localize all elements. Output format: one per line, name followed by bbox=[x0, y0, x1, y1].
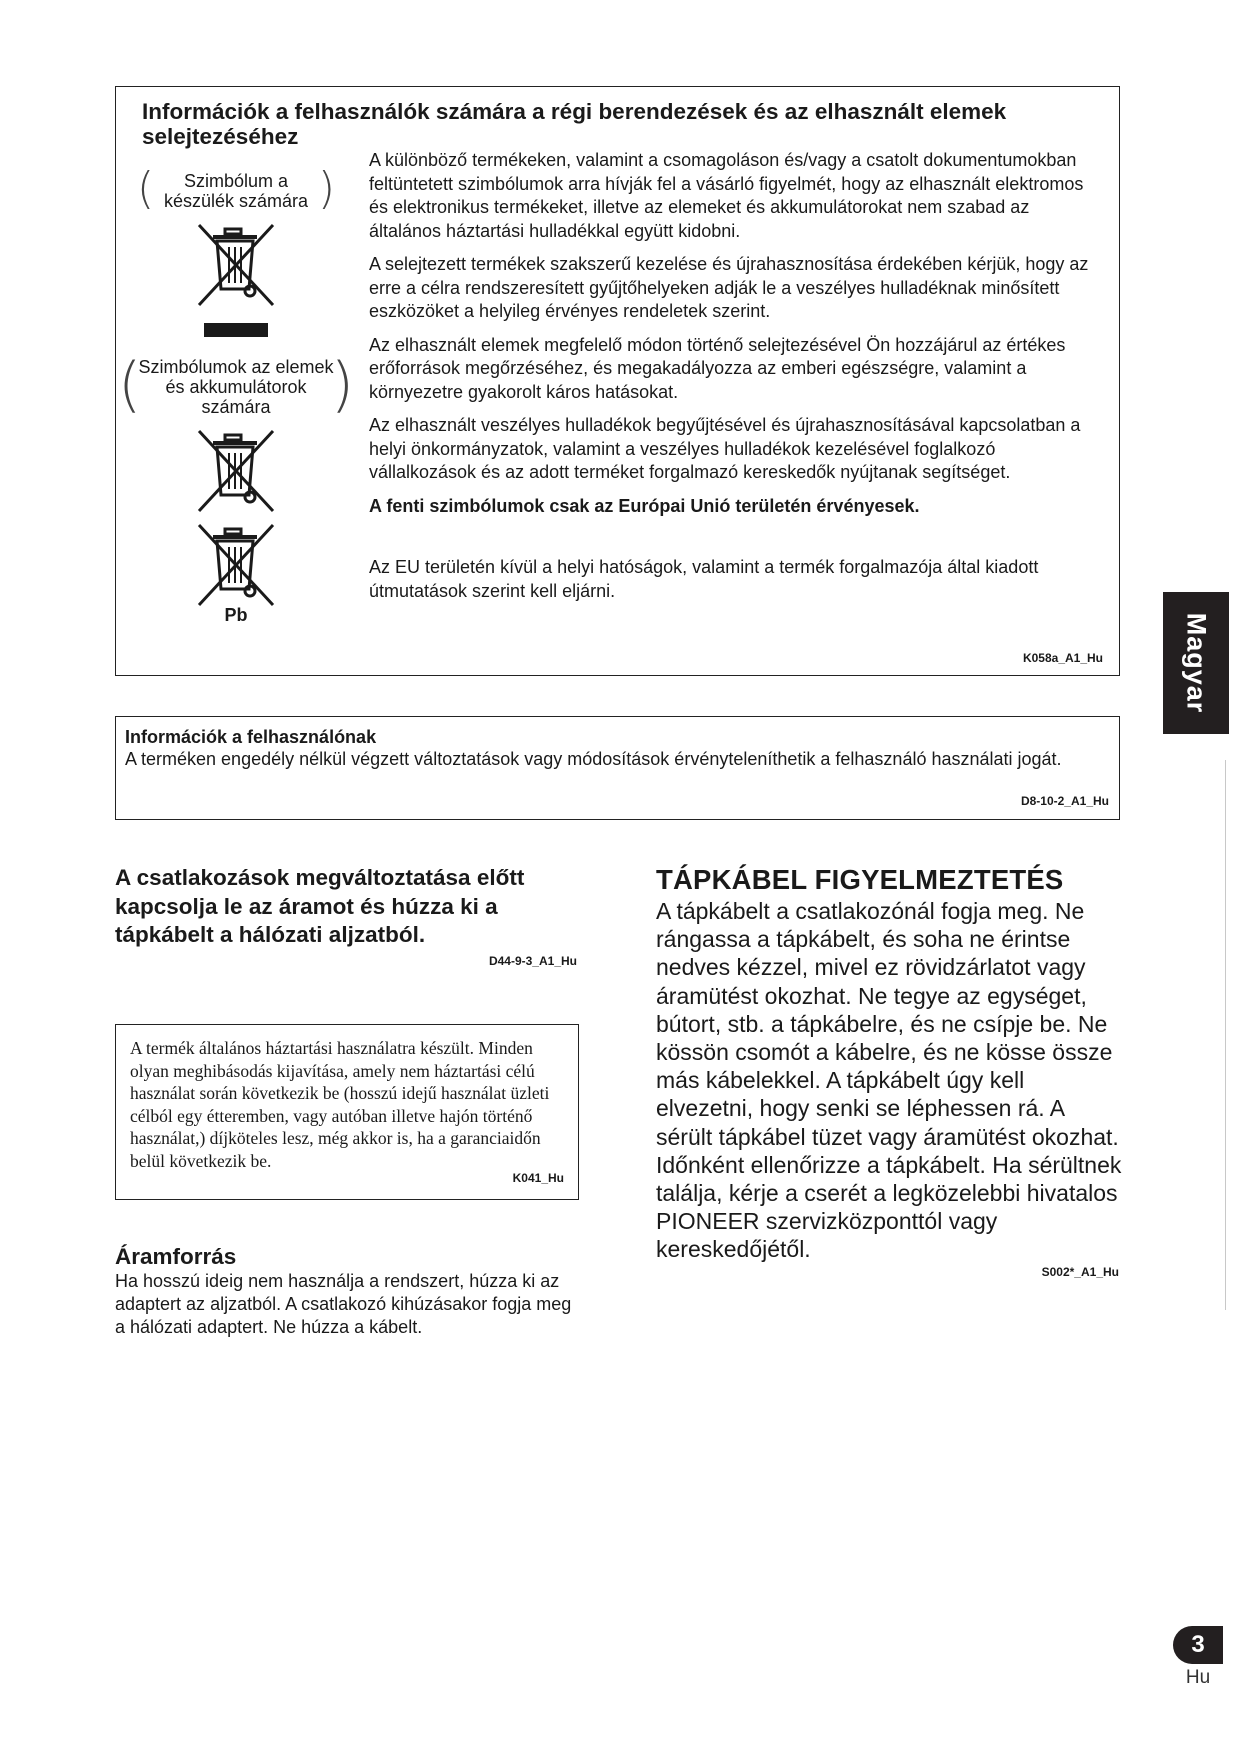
battery-symbol-label-line2: és akkumulátorok bbox=[165, 377, 307, 397]
weee-eu-note: A fenti szimbólumok csak az Európai Unió területén érvényesek. bbox=[369, 495, 920, 516]
weee-outside-eu-note: Az EU területén kívül a helyi hatóságok, valamint a termék forgalmazója által kiadott útmutatások szerint kell eljárni. bbox=[369, 557, 1039, 601]
weee-title: Információk a felhasználók számára a régi berendezések és az elhasznált elemek selejtezéséhez bbox=[142, 99, 1007, 149]
weee-paragraph: A selejtezett termékek szakszerű kezelése és újrahasznosítása érdekében kérjük, hogy az erre a célra rendszeresített gyűjtőhelyeken adják le a veszélyes hulladéknak minősített eszközöket a helyileg érvényes rendeletek szerint. bbox=[369, 254, 1089, 321]
battery-symbol-label bbox=[118, 350, 354, 420]
weee-paragraph: A különböző termékeken, valamint a csomagoláson és/vagy a csatolt dokumentumokban feltüntetett szimbólumok arra hívják fel a vásárló figyelmét, hogy az elhasznált elektromos és elektronikus termékeket, illetve az elemeket és akkumulátorokat nem szabad az általános háztartási hulladékkal együtt kidobni. bbox=[369, 150, 1084, 241]
open-bracket: ( bbox=[118, 350, 142, 420]
crossed-bin-battery-icon bbox=[191, 429, 281, 513]
weee-paragraph: Az elhasznált elemek megfelelő módon történő selejtezésével Ön hozzájárul az értékes erőforrások megőrzéséhez, és megakadályozza az emberi egészségre, valamint a környezetre gyakorolt káros hatásokat. bbox=[369, 334, 1066, 402]
side-divider-line bbox=[1225, 760, 1226, 1310]
weee-black-bar bbox=[204, 323, 268, 337]
user-info-text: A terméken engedély nélkül végzett változtatások vagy módosítások érvényteleníthetik a felhasználó használati jogát. bbox=[125, 749, 1062, 769]
language-side-tab bbox=[1163, 592, 1229, 734]
language-side-tab-label: Magyar bbox=[1181, 612, 1212, 714]
connection-warning-heading: A csatlakozások megváltoztatása előtt kapcsolja le az áramot és húzza ki a tápkábelt a hálózati aljzatból. bbox=[115, 865, 525, 947]
power-source-text: Ha hosszú ideig nem használja a rendszert, húzza ki az adaptert az aljzatból. A csatlakozó kihúzásakor fogja meg a hálózati adaptert. Ne húzza a kábelt. bbox=[115, 1271, 572, 1337]
weee-symbols-column bbox=[118, 163, 354, 626]
power-cable-warning-text: A tápkábelt a csatlakozónál fogja meg. Ne rángassa a tápkábelt, és soha ne érintse nedves kézzel, mivel ez rövidzárlatot vagy áramütést okozhat. Ne tegye az egységet, bútort, stb. a tápkábelre, és ne csípje be. Ne kössön csomót a kábelre, és ne kösse össze más kábelekkel. A tápkábelt úgy kell elvezetni, hogy senki se léphessen rá. A sérült tápkábel tüzet vagy áramütést okozhat. Időnként ellenőrizze a tápkábelt. Ha sérültnek találja, kérje a cserét a legközelebbi hivatalos PIONEER szervizközponttól vagy kereskedőjétől. bbox=[656, 898, 1122, 1263]
power-cable-warning-heading: TÁPKÁBEL FIGYELMEZTETÉS bbox=[656, 864, 1064, 895]
pb-label: Pb bbox=[224, 605, 248, 625]
user-info-box bbox=[115, 716, 1120, 820]
weee-disposal-box bbox=[115, 86, 1120, 676]
device-symbol-label-line2: készülék számára bbox=[163, 191, 309, 211]
user-info-title: Információk a felhasználónak bbox=[125, 727, 377, 747]
power-cable-warning-code: S002*_A1_Hu bbox=[1041, 1265, 1119, 1279]
battery-symbol-label-line3: számára bbox=[201, 397, 271, 417]
open-bracket: ( bbox=[137, 163, 155, 214]
household-use-box bbox=[115, 1024, 579, 1200]
power-source-heading: Áramforrás bbox=[115, 1244, 237, 1269]
weee-reference-code: K058a_A1_Hu bbox=[1022, 651, 1103, 665]
weee-text-column bbox=[369, 149, 1099, 613]
page-language-code: Hu bbox=[1185, 1667, 1211, 1688]
crossed-bin-device-icon bbox=[191, 223, 281, 307]
household-use-code: K041_Hu bbox=[512, 1170, 564, 1185]
household-use-text: A termék általános háztartási használatra készült. Minden olyan meghibásodás kijavítása, amely nem háztartási célú használat során következik be (hosszú idejű használat üzleti célból egy étteremben, vagy autóban illetve hajón történő használat,) díjköteles lesz, még akkor is, ha a garanciaidőn belül következik be. bbox=[130, 1038, 550, 1171]
user-info-reference-code: D8-10-2_A1_Hu bbox=[1020, 794, 1109, 808]
page-number-badge: 3 bbox=[1173, 1626, 1223, 1664]
battery-symbol-label-line1: Szimbólumok az elemek bbox=[138, 357, 334, 377]
close-bracket: ) bbox=[330, 350, 354, 420]
weee-paragraph: Az elhasznált veszélyes hulladékok begyűjtésével és újrahasznosításával kapcsolatban a helyi önkormányzatok, valamint a veszélyes hulladékok kezelésével foglalkozó vállalkozások és az adott terméket forgalmazó kereskedők nyújtanak segítséget. bbox=[369, 415, 1081, 482]
close-bracket: ) bbox=[317, 163, 335, 214]
crossed-bin-pb-icon bbox=[191, 523, 281, 607]
device-symbol-label bbox=[137, 163, 335, 214]
device-symbol-label-line1: Szimbólum a bbox=[183, 171, 289, 191]
connection-warning-code: D44-9-3_A1_Hu bbox=[488, 954, 577, 968]
